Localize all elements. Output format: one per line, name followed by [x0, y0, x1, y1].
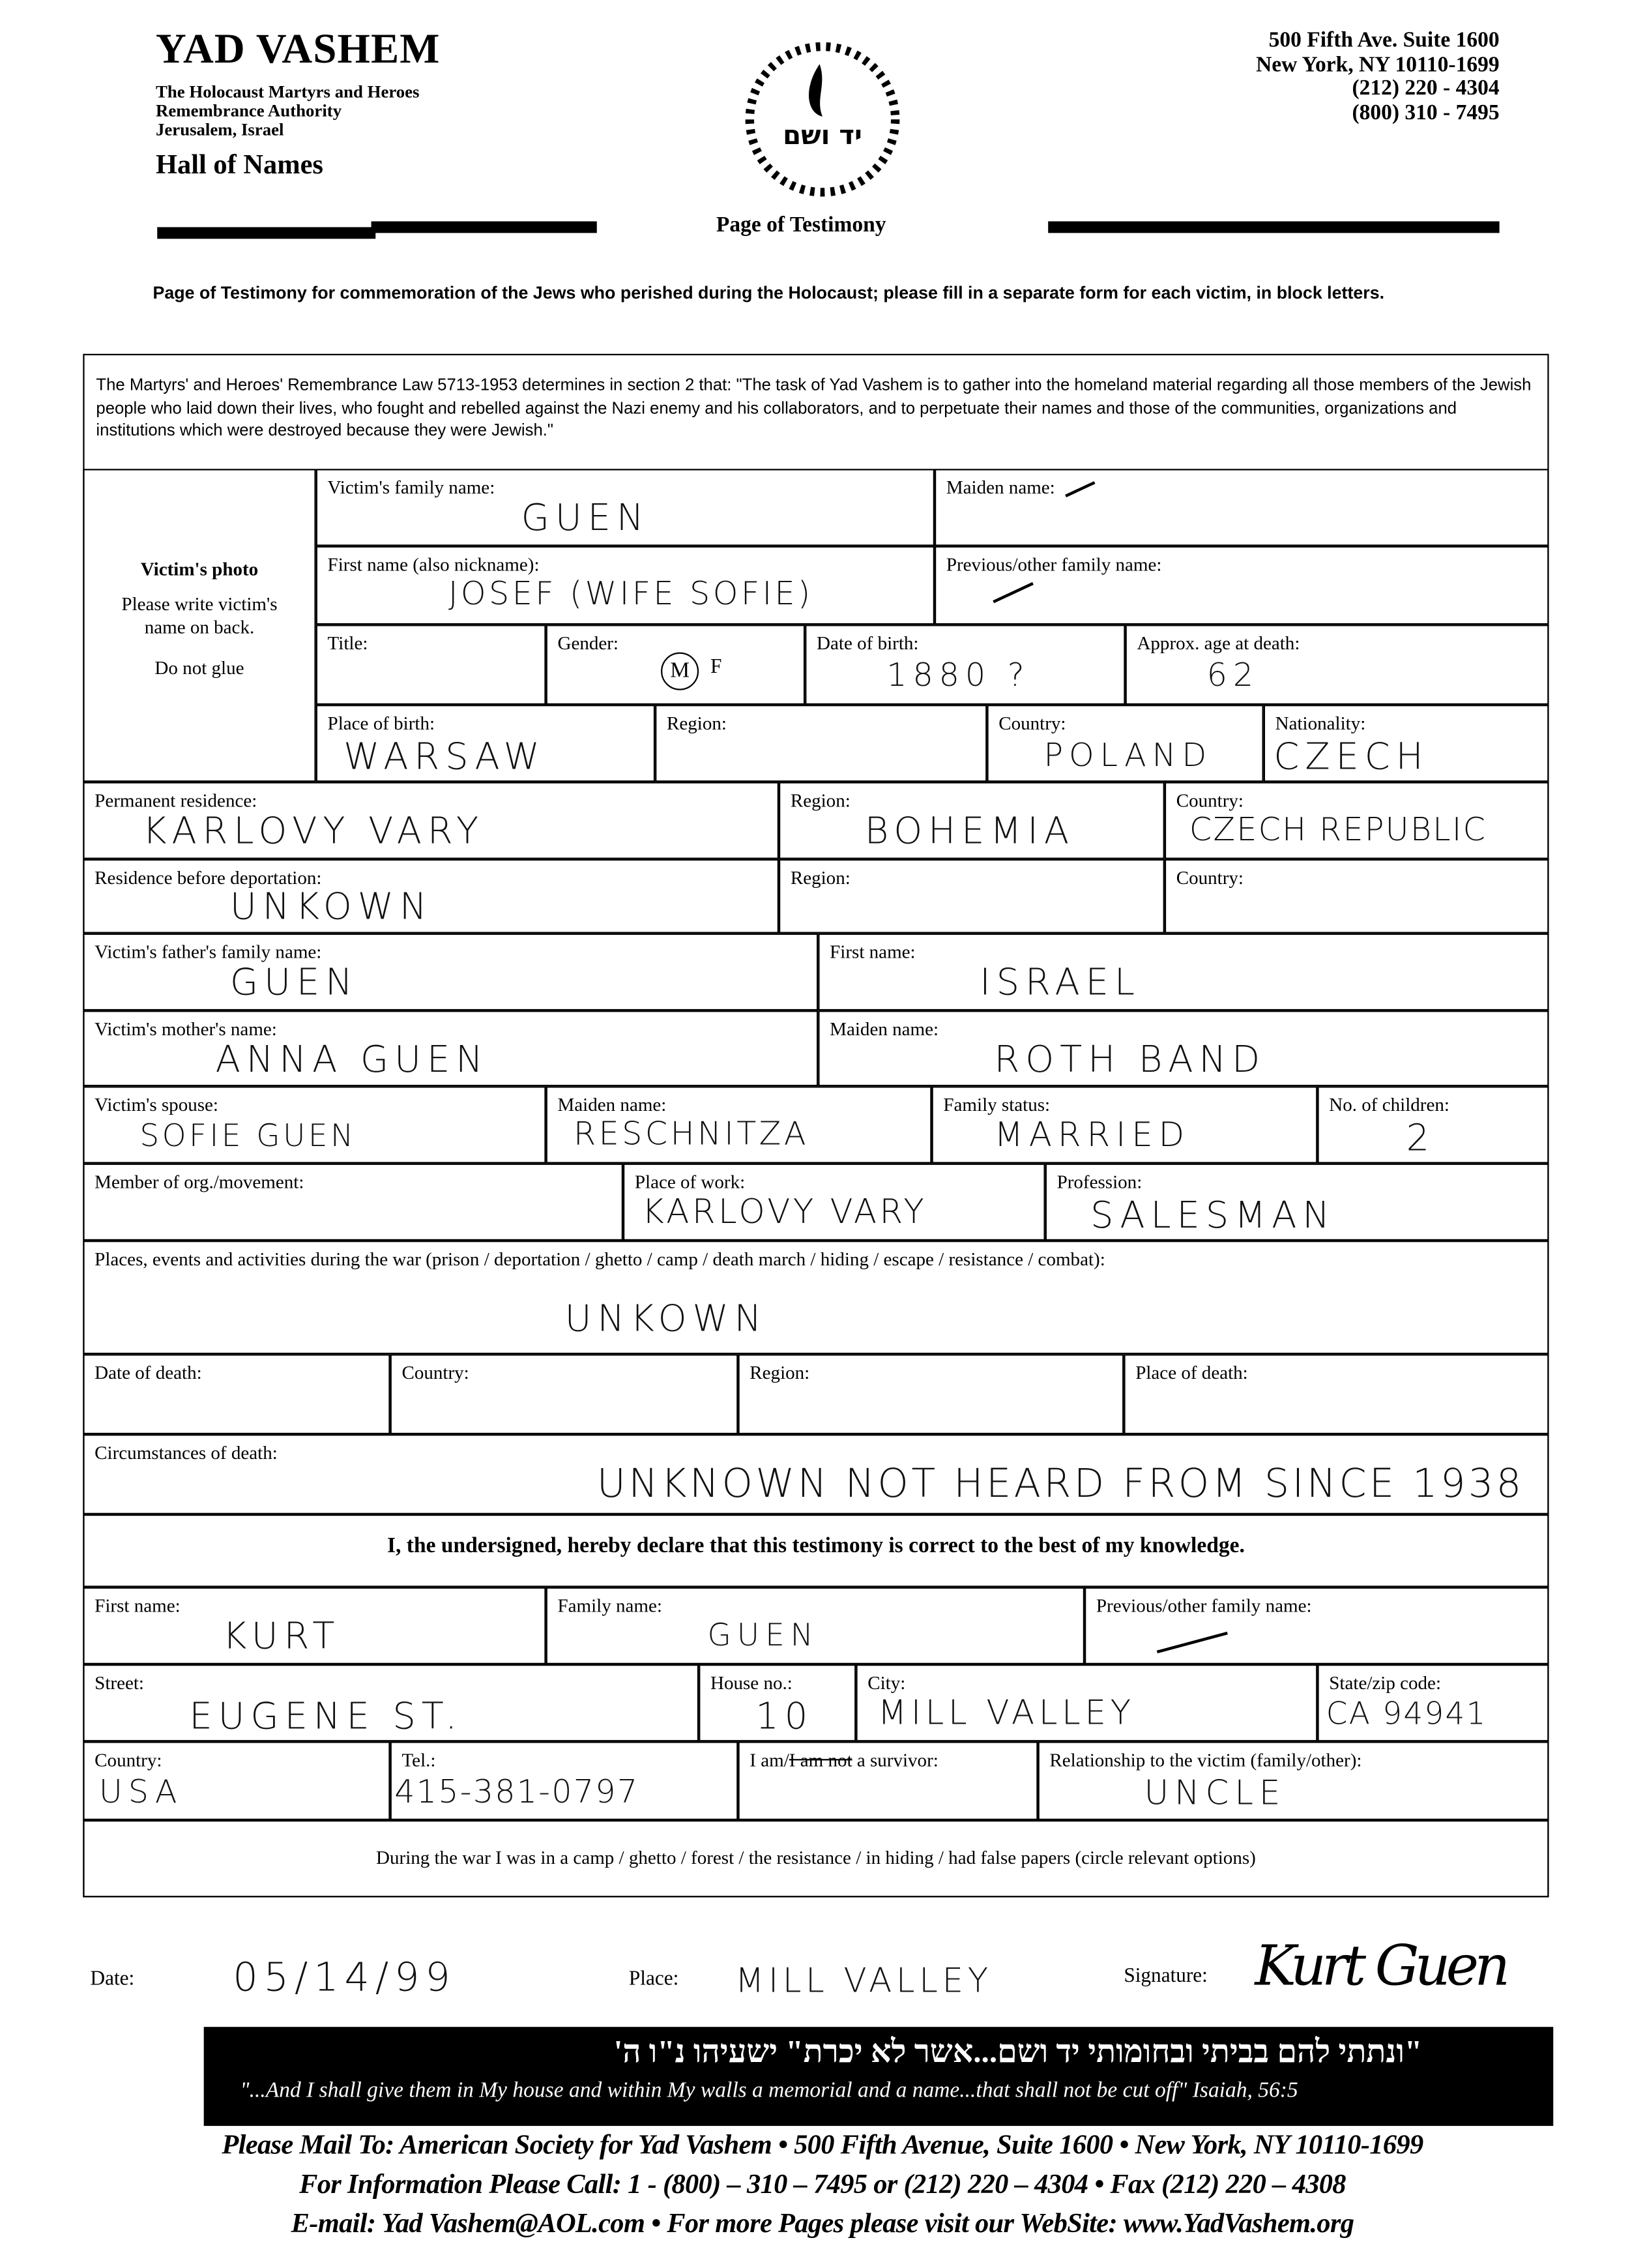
field-label: Places, events and activities during the war (prison / deportation / ghetto / camp / death march / hiding / escape / resistance / combat): — [95, 1248, 1105, 1270]
field-label: Maiden name: — [830, 1018, 939, 1040]
field-value: EUGENE ST. — [189, 1694, 463, 1737]
field-value: JOSEF (WIFE SOFIE) — [448, 576, 813, 613]
field-value: GUEN — [229, 961, 358, 1003]
telephone-field[interactable] — [390, 1741, 738, 1820]
field-label: Region: — [790, 866, 851, 889]
field-label: Country: — [1176, 789, 1244, 812]
field-value: CZECH REPUBLIC — [1189, 812, 1487, 849]
field-label: Place of work: — [634, 1170, 746, 1193]
death-region-field[interactable] — [738, 1354, 1124, 1434]
mother-name-field[interactable] — [83, 1010, 818, 1086]
field-label: Tel.: — [401, 1748, 436, 1771]
place-value[interactable]: MILL VALLEY — [735, 1962, 993, 2001]
english-quote: "...And I shall give them in My house and within My walls a memorial and a name...that shall not be cut off" Isaiah, 56:5 — [240, 2079, 1298, 2103]
field-label: First name: — [95, 1594, 181, 1617]
blank-stroke — [993, 582, 1034, 603]
field-label: Title: — [327, 632, 368, 654]
mother-maiden-name-field[interactable] — [818, 1010, 1549, 1086]
field-label: Street: — [95, 1672, 144, 1694]
header-rule-right — [1048, 222, 1499, 233]
photo-title: Victim's photo — [140, 557, 259, 580]
field-label: Victim's mother's name: — [95, 1018, 277, 1040]
field-value: MARRIED — [994, 1117, 1191, 1155]
field-label: Region: — [790, 789, 851, 812]
address-line: 500 Fifth Ave. Suite 1600 — [1268, 29, 1500, 53]
org-subtitle-3: Jerusalem, Israel — [155, 119, 284, 140]
wartime-places-field[interactable] — [83, 1241, 1549, 1354]
field-label: Residence before deportation: — [95, 866, 322, 889]
title-field[interactable] — [316, 625, 546, 705]
declaration-text: I, the undersigned, hereby declare that this testimony is correct to the best of my knowledge. — [386, 1535, 1245, 1558]
field-label: Date of birth: — [817, 632, 919, 654]
field-label: Nationality: — [1275, 712, 1366, 734]
before-region-field[interactable] — [779, 859, 1165, 934]
family-status-field[interactable] — [932, 1086, 1318, 1163]
field-label: House no.: — [710, 1672, 793, 1694]
spouse-field[interactable] — [83, 1086, 546, 1163]
field-value: POLAND — [1043, 738, 1213, 775]
form-title: Page of Testimony — [716, 214, 886, 238]
hall-of-names: Hall of Names — [155, 150, 323, 181]
circumstances-of-death-field[interactable] — [83, 1434, 1549, 1514]
declaration-row — [83, 1514, 1549, 1587]
field-value: BOHEMIA — [864, 809, 1075, 852]
field-label: Member of org./movement: — [95, 1170, 304, 1193]
field-value: MILL VALLEY — [877, 1694, 1135, 1733]
field-label: Gender: — [557, 632, 619, 654]
logo-lettering-ring — [750, 46, 895, 192]
house-number-field[interactable] — [699, 1664, 856, 1741]
gender-female[interactable]: F — [710, 656, 722, 679]
logo-hebrew: יד ושם — [783, 121, 862, 152]
place-of-birth-field[interactable] — [316, 705, 655, 782]
phone-line: (212) 220 - 4304 — [1352, 77, 1500, 101]
org-subtitle-1: The Holocaust Martyrs and Heroes — [155, 81, 420, 102]
law-text: The Martyrs' and Heroes' Remembrance Law 5713-1953 determines in section 2 that: "The task of Yad Vashem is to gather into the homeland material regarding all those members of the Jewish people who laid down their lives, who fought and rebelled against the Nazi enemy and his collaborators, and to perpetuate their names and those of the communities, organizations and institutions which were destroyed because they were Jewish." — [96, 377, 1532, 440]
field-label: State/zip code: — [1329, 1672, 1442, 1694]
before-country-field[interactable] — [1165, 859, 1549, 934]
field-value: UNKNOWN NOT HEARD FROM SINCE 1938 — [596, 1462, 1524, 1507]
field-value: 415-381-0797 — [394, 1775, 639, 1812]
field-value: ANNA GUEN — [215, 1038, 489, 1081]
field-value: 10 — [755, 1694, 814, 1737]
state-zip-field[interactable] — [1317, 1664, 1549, 1741]
address-block — [1256, 29, 1499, 125]
victim-photo-area — [83, 469, 315, 782]
field-label: Region: — [750, 1361, 810, 1383]
scripture-banner — [204, 2027, 1554, 2126]
intro-text: Page of Testimony for commemoration of the Jews who perished during the Holocaust; please fill in a separate form for each victim, in block letters. — [153, 282, 1385, 303]
blank-stroke — [1065, 481, 1095, 497]
death-country-field[interactable] — [390, 1354, 738, 1434]
age-at-death-field[interactable] — [1126, 625, 1549, 705]
phone-line: (800) 310 - 7495 — [1352, 101, 1500, 125]
field-label: Country: — [401, 1361, 469, 1383]
residence-region-field[interactable] — [779, 782, 1165, 859]
permanent-residence-field[interactable] — [83, 782, 779, 859]
field-value: RESCHNITZA — [574, 1117, 809, 1154]
date-of-birth-field[interactable] — [805, 625, 1125, 705]
field-label: Victim's family name: — [327, 476, 495, 498]
field-value: GUEN — [521, 496, 650, 539]
field-value: USA — [98, 1775, 183, 1812]
field-value: CA 94941 — [1326, 1696, 1487, 1731]
date-of-death-field[interactable] — [83, 1354, 390, 1434]
submitter-country-field[interactable] — [83, 1741, 390, 1820]
field-label: Maiden name: — [557, 1093, 667, 1115]
field-label: Profession: — [1056, 1170, 1143, 1193]
date-value[interactable]: 05/14/99 — [233, 1955, 456, 2001]
gender-male-circled[interactable]: M — [661, 653, 699, 690]
field-value: UNKOWN — [229, 885, 433, 928]
member-of-org-field[interactable] — [83, 1164, 623, 1241]
street-field[interactable] — [83, 1664, 699, 1741]
society-logo — [735, 32, 910, 207]
submitter-first-name-field[interactable] — [83, 1587, 546, 1664]
profession-field[interactable] — [1045, 1164, 1549, 1241]
previous-family-name-field[interactable] — [935, 546, 1549, 625]
place-of-work-field[interactable] — [623, 1164, 1045, 1241]
photo-note: Please write victim's name on back. — [121, 593, 278, 638]
war-options-row[interactable] — [83, 1820, 1549, 1897]
gender-field[interactable] — [546, 625, 806, 705]
field-label: Previous/other family name: — [1096, 1594, 1312, 1617]
birth-region-field[interactable] — [655, 705, 987, 782]
phone-info-line: For Information Please Call: 1 - (800) – 310 – 7495 or (212) 220 – 4304 • Fax (212) 220 – 4308 — [299, 2170, 1346, 2200]
field-value: WARSAW — [343, 735, 546, 778]
field-label: City: — [867, 1672, 906, 1694]
children-count-field[interactable] — [1317, 1086, 1549, 1163]
field-value: UNCLE — [1144, 1775, 1287, 1813]
field-label: Date of death: — [95, 1361, 202, 1383]
relationship-field[interactable] — [1038, 1741, 1549, 1820]
field-value: 1880 ? — [886, 658, 1030, 695]
field-label: Victim's father's family name: — [95, 940, 322, 963]
field-value: 62 — [1206, 658, 1260, 695]
field-label: Approx. age at death: — [1137, 632, 1300, 654]
header-rule-left — [371, 222, 597, 233]
field-value: ISRAEL — [980, 961, 1141, 1003]
submitter-previous-name-field[interactable] — [1085, 1587, 1549, 1664]
date-label: Date: — [90, 1968, 135, 1991]
submitter-family-name-field[interactable] — [546, 1587, 1085, 1664]
field-label: Previous/other family name: — [946, 553, 1162, 576]
field-value: GUEN — [707, 1617, 819, 1653]
field-label: Place of birth: — [327, 712, 435, 734]
field-value: SALESMAN — [1090, 1194, 1336, 1237]
survivor-option-am: I am/ — [750, 1748, 789, 1771]
email-website-line: E-mail: Yad Vashem@AOL.com • For more Pages please visit our WebSite: www.YadVashem.org — [291, 2209, 1354, 2240]
field-label: Permanent residence: — [95, 789, 257, 812]
birth-country-field[interactable] — [987, 705, 1263, 782]
address-line: New York, NY 10110-1699 — [1256, 53, 1500, 77]
field-label: Maiden name: — [946, 476, 1055, 498]
residence-before-deportation-field[interactable] — [83, 859, 779, 934]
field-value: 2 — [1406, 1117, 1436, 1159]
field-value: CZECH — [1274, 735, 1429, 778]
field-label: No. of children: — [1329, 1093, 1449, 1115]
org-title: YAD VASHEM — [155, 26, 441, 73]
war-options-text: During the war I was in a camp / ghetto / forest / the resistance / in hiding / had false papers (circle relevant options) — [376, 1846, 1256, 1868]
org-subtitle-2: Remembrance Authority — [155, 100, 342, 121]
place-of-death-field[interactable] — [1124, 1354, 1549, 1434]
city-field[interactable] — [856, 1664, 1317, 1741]
place-label: Place: — [628, 1968, 679, 1991]
victim-family-name-field[interactable] — [316, 469, 935, 546]
header-rule-left — [157, 227, 375, 239]
father-first-name-field[interactable] — [818, 934, 1549, 1010]
mail-address-line: Please Mail To: American Society for Yad Vashem • 500 Fifth Avenue, Suite 1600 • New York, NY 10110-1699 — [222, 2130, 1423, 2161]
survivor-status-field[interactable] — [738, 1741, 1038, 1820]
field-label: Family status: — [943, 1093, 1051, 1115]
signature-label: Signature: — [1124, 1966, 1208, 1988]
maiden-name-field[interactable] — [935, 469, 1549, 546]
photo-glue-note: Do not glue — [154, 656, 244, 679]
field-value: ROTH BAND — [994, 1038, 1266, 1081]
blank-stroke — [1157, 1632, 1228, 1653]
field-label: Country: — [998, 712, 1066, 734]
field-value: KARLOVY VARY — [642, 1194, 927, 1232]
flame-icon — [809, 64, 822, 116]
field-label: Region: — [666, 712, 727, 734]
father-family-name-field[interactable] — [83, 934, 818, 1010]
residence-country-field[interactable] — [1165, 782, 1549, 859]
spouse-maiden-name-field[interactable] — [546, 1086, 932, 1163]
field-label: Victim's spouse: — [95, 1093, 219, 1115]
survivor-label-suffix: a survivor: — [852, 1748, 939, 1771]
survivor-option-am-not: I am not — [789, 1748, 852, 1771]
field-value: SOFIE GUEN — [139, 1118, 357, 1154]
field-label — [750, 1749, 939, 1773]
field-value: KURT — [222, 1615, 341, 1657]
victim-first-name-field[interactable] — [316, 546, 935, 625]
field-label: Circumstances of death: — [95, 1441, 278, 1464]
hebrew-quote: "ונתתי להם בביתי ובחומותי יד ושם...אשר לא יכרת" ישעיהו נ"ו ה' — [613, 2033, 1423, 2069]
field-label: Place of death: — [1135, 1361, 1248, 1383]
field-label: Family name: — [557, 1594, 662, 1617]
field-label: First name: — [830, 940, 916, 963]
field-label: Country: — [95, 1748, 162, 1771]
field-label: Relationship to the victim (family/other): — [1049, 1748, 1362, 1771]
field-label: Country: — [1176, 866, 1244, 889]
field-value: UNKOWN — [564, 1297, 768, 1340]
field-value: KARLOVY VARY — [142, 809, 485, 852]
nationality-field[interactable] — [1264, 705, 1549, 782]
field-label: First name (also nickname): — [327, 553, 540, 576]
signature[interactable]: Kurt Guen — [1255, 1934, 1506, 1998]
